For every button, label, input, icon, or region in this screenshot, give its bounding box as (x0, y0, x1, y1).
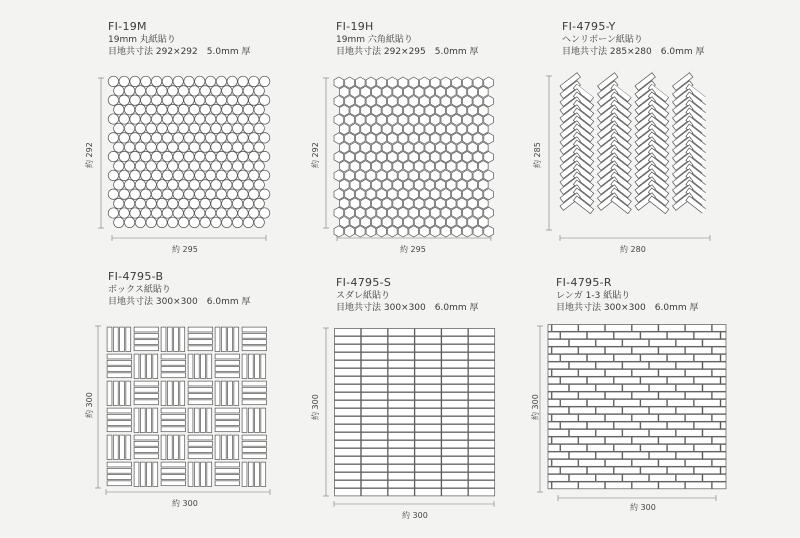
product-description: レンガ 1-3 紙貼り (556, 291, 631, 301)
product-description: ボックス紙貼り (108, 285, 171, 295)
product-description: ヘンリボーン紙貼り (562, 35, 643, 45)
product-spec: 目地共寸法 285×280 6.0mm 厚 (562, 47, 705, 57)
product-spec: 目地共寸法 300×300 6.0mm 厚 (336, 303, 479, 313)
height-label: 約 300 (531, 394, 540, 420)
product-spec: 目地共寸法 292×292 5.0mm 厚 (108, 47, 251, 57)
product-spec: 目地共寸法 300×300 6.0mm 厚 (556, 303, 699, 313)
height-label: 約 292 (311, 142, 320, 168)
width-label: 約 300 (630, 503, 656, 512)
product-spec: 目地共寸法 292×295 5.0mm 厚 (336, 47, 479, 57)
product-code: FI-4795-B (108, 270, 164, 283)
width-label: 約 295 (400, 245, 426, 254)
product-code: FI-4795-Y (562, 20, 616, 33)
product-description: スダレ紙貼り (336, 291, 391, 301)
width-label: 約 300 (402, 511, 428, 520)
product-code: FI-19H (336, 20, 374, 33)
product-code: FI-19M (108, 20, 147, 33)
height-label: 約 300 (311, 394, 320, 420)
product-description: 19mm 六角紙貼り (336, 35, 413, 45)
height-label: 約 285 (533, 142, 542, 168)
product-spec: 目地共寸法 300×300 6.0mm 厚 (108, 297, 251, 307)
product-description: 19mm 丸紙貼り (108, 35, 176, 45)
product-code: FI-4795-S (336, 276, 392, 289)
width-label: 約 280 (620, 245, 646, 254)
height-label: 約 300 (85, 392, 94, 418)
product-code: FI-4795-R (556, 276, 612, 289)
width-label: 約 295 (172, 245, 198, 254)
width-label: 約 300 (172, 499, 198, 508)
height-label: 約 292 (85, 142, 94, 168)
